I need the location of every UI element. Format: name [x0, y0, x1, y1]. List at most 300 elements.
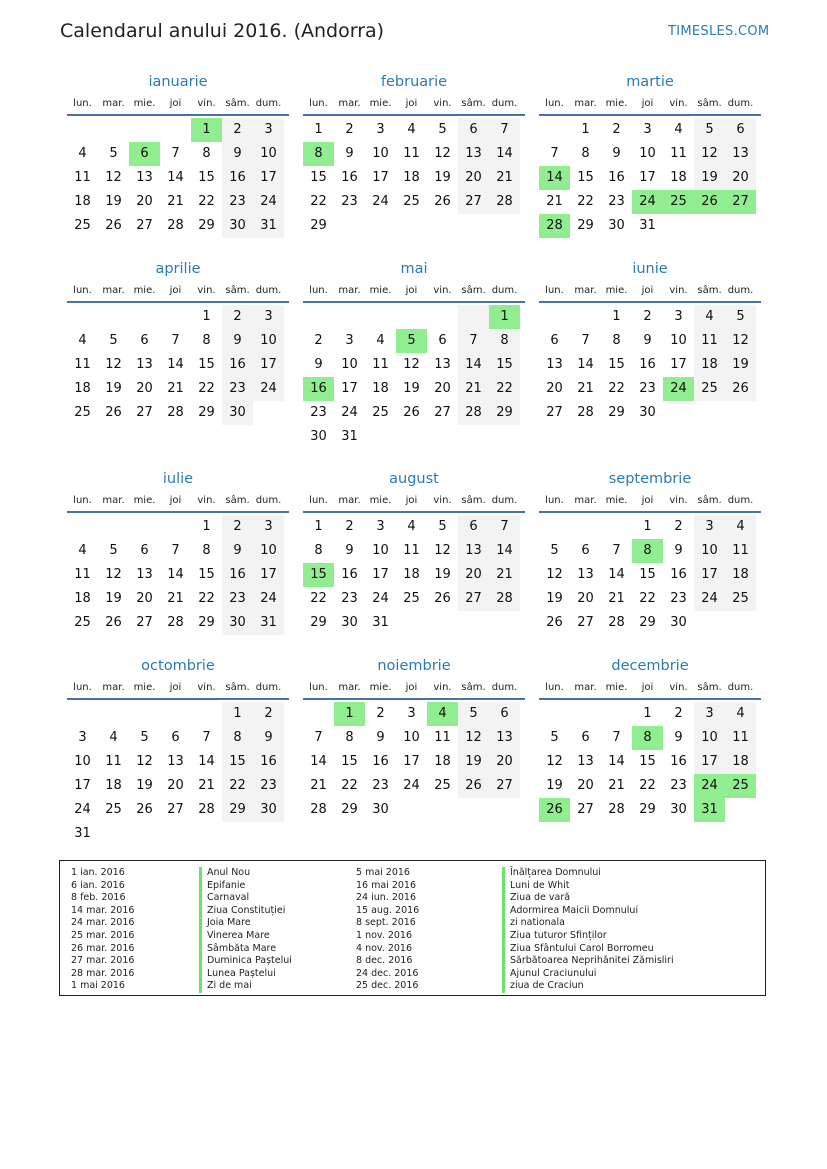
day-cell: 4 [694, 305, 725, 329]
day-cell: 21 [608, 591, 625, 606]
week-row [539, 142, 761, 166]
weekday-label: joi [405, 284, 418, 296]
weekday-label: mie. [133, 494, 156, 506]
day-cell: 2 [222, 118, 253, 142]
day-cell: 17 [639, 170, 656, 185]
month-name: aprilie [155, 261, 201, 277]
day-cell: 26 [403, 405, 420, 420]
weekday-label: joi [641, 284, 654, 296]
day-cell: 19 [546, 591, 563, 606]
holiday-date: 28 mar. 2016 [71, 967, 135, 979]
brand-logo-text[interactable]: TIMESLES.COM [668, 24, 770, 39]
day-cell: 26 [458, 774, 489, 798]
day-cell: 29 [639, 802, 656, 817]
empty-cell [334, 305, 365, 329]
holiday-day-cell: 24 [632, 190, 663, 214]
day-cell: 4 [376, 333, 385, 348]
week-row [67, 329, 289, 353]
holiday-name: zi nationala [502, 917, 674, 930]
day-cell: 29 [489, 401, 520, 425]
month-iunie [539, 259, 761, 425]
day-cell: 5 [550, 730, 559, 745]
day-cell: 9 [314, 357, 323, 372]
day-cell: 7 [171, 333, 180, 348]
day-cell: 19 [434, 170, 451, 185]
day-cell: 8 [202, 543, 211, 558]
empty-cell [396, 425, 427, 449]
weekday-header-row [67, 92, 289, 114]
day-cell: 25 [403, 591, 420, 606]
weekday-header-row [303, 279, 525, 301]
day-cell: 28 [167, 615, 184, 630]
holiday-name: Ziua Constituției [199, 905, 292, 918]
day-cell: 5 [140, 730, 149, 745]
empty-cell [191, 822, 222, 846]
day-cell: 20 [136, 194, 153, 209]
day-cell: 15 [341, 754, 358, 769]
day-cell: 8 [345, 730, 354, 745]
empty-cell [67, 305, 98, 329]
weekday-label: joi [641, 681, 654, 693]
day-cell: 18 [74, 194, 91, 209]
week-row [67, 214, 289, 238]
day-cell: 30 [608, 218, 625, 233]
day-cell: 10 [372, 543, 389, 558]
empty-cell [253, 822, 284, 846]
day-cell: 14 [489, 539, 520, 563]
holiday-day-cell: 26 [694, 190, 725, 214]
day-cell: 7 [314, 730, 323, 745]
week-row [67, 750, 289, 774]
empty-cell [129, 118, 160, 142]
weekday-header-row [303, 676, 525, 698]
week-row [67, 118, 289, 142]
day-cell: 30 [341, 615, 358, 630]
day-cell: 11 [403, 146, 420, 161]
weekday-label: joi [169, 494, 182, 506]
day-cell: 27 [489, 774, 520, 798]
empty-cell [427, 214, 458, 238]
day-cell: 11 [670, 146, 687, 161]
header-divider [67, 511, 289, 513]
day-cell: 27 [136, 405, 153, 420]
day-cell: 24 [253, 377, 284, 401]
header-divider [303, 114, 525, 116]
holiday-day-cell: 1 [191, 118, 222, 142]
week-row [67, 563, 289, 587]
day-cell: 21 [167, 591, 184, 606]
weekday-label: sâm. [225, 681, 250, 693]
empty-cell [694, 401, 725, 425]
day-cell: 20 [489, 750, 520, 774]
day-cell: 18 [725, 750, 756, 774]
weekday-label: mar. [574, 97, 597, 109]
day-cell: 27 [136, 218, 153, 233]
day-cell: 9 [345, 146, 354, 161]
weekday-label: mie. [605, 494, 628, 506]
holiday-date: 27 mar. 2016 [71, 955, 135, 967]
day-cell: 29 [608, 405, 625, 420]
day-cell: 25 [74, 218, 91, 233]
week-row [303, 329, 525, 353]
day-cell: 2 [674, 519, 683, 534]
day-cell: 2 [222, 305, 253, 329]
empty-cell [191, 702, 222, 726]
holiday-name: Ziua de vară [502, 892, 674, 905]
holiday-date: 24 mar. 2016 [71, 917, 135, 929]
holiday-date: 8 sept. 2016 [356, 917, 416, 929]
day-cell: 3 [78, 730, 87, 745]
day-cell: 30 [222, 611, 253, 635]
day-cell: 5 [694, 118, 725, 142]
day-cell: 15 [198, 567, 215, 582]
day-cell: 22 [198, 381, 215, 396]
week-row [303, 563, 525, 587]
holiday-date: 25 mar. 2016 [71, 929, 135, 941]
day-cell: 14 [608, 754, 625, 769]
week-row [67, 822, 289, 846]
header-divider [303, 511, 525, 513]
weekday-label: lun. [545, 681, 564, 693]
empty-cell [725, 401, 756, 425]
weekday-label: vin. [433, 681, 452, 693]
weekday-header-row [67, 279, 289, 301]
weekday-label: joi [405, 97, 418, 109]
day-cell: 31 [372, 615, 389, 630]
day-cell: 26 [136, 802, 153, 817]
day-cell: 20 [458, 166, 489, 190]
empty-cell [160, 515, 191, 539]
day-cell: 31 [639, 218, 656, 233]
month-name: februarie [380, 74, 448, 90]
day-cell: 9 [222, 329, 253, 353]
day-cell: 15 [489, 353, 520, 377]
day-cell: 5 [458, 702, 489, 726]
week-row [539, 563, 761, 587]
holiday-date: 5 mai 2016 [356, 867, 410, 878]
day-cell: 22 [310, 194, 327, 209]
day-cell: 10 [639, 146, 656, 161]
day-cell: 12 [105, 567, 122, 582]
day-cell: 13 [546, 357, 563, 372]
day-cell: 20 [434, 381, 451, 396]
holiday-legend [59, 860, 766, 996]
empty-cell [303, 702, 334, 726]
weekday-label: mie. [369, 97, 392, 109]
month-martie [539, 72, 761, 238]
day-cell: 11 [725, 726, 756, 750]
empty-cell [427, 611, 458, 635]
month-mai [303, 259, 525, 449]
holiday-date: 15 aug. 2016 [356, 904, 420, 916]
day-cell: 18 [403, 567, 420, 582]
day-cell: 1 [314, 122, 323, 137]
day-cell: 19 [105, 381, 122, 396]
weekday-label: sâm. [461, 97, 486, 109]
weekday-label: mie. [605, 284, 628, 296]
day-cell: 21 [608, 778, 625, 793]
weekday-label: lun. [73, 681, 92, 693]
day-cell: 6 [458, 118, 489, 142]
day-cell: 9 [345, 543, 354, 558]
weekday-label: vin. [197, 681, 216, 693]
empty-cell [396, 305, 427, 329]
day-cell: 28 [458, 401, 489, 425]
day-cell: 17 [372, 170, 389, 185]
day-cell: 10 [253, 142, 284, 166]
weekday-label: lun. [309, 97, 328, 109]
day-cell: 19 [434, 567, 451, 582]
header-divider [303, 301, 525, 303]
empty-cell [570, 515, 601, 539]
empty-cell [458, 214, 489, 238]
holiday-date: 24 dec. 2016 [356, 967, 419, 979]
holiday-name: Luni de Whit [502, 880, 674, 893]
day-cell: 9 [222, 142, 253, 166]
month-august [303, 469, 525, 635]
day-cell: 15 [639, 567, 656, 582]
week-row [539, 329, 761, 353]
empty-cell [98, 305, 129, 329]
empty-cell [67, 515, 98, 539]
header-divider [67, 114, 289, 116]
day-cell: 24 [341, 405, 358, 420]
weekday-label: dum. [255, 681, 282, 693]
weekday-label: mar. [338, 284, 361, 296]
day-cell: 14 [310, 754, 327, 769]
empty-cell [694, 611, 725, 635]
day-cell: 19 [105, 591, 122, 606]
weekday-label: sâm. [461, 681, 486, 693]
day-cell: 1 [643, 706, 652, 721]
week-row [67, 377, 289, 401]
day-cell: 15 [198, 170, 215, 185]
day-cell: 30 [670, 615, 687, 630]
day-cell: 3 [376, 122, 385, 137]
day-cell: 23 [310, 405, 327, 420]
holiday-day-cell: 24 [663, 377, 694, 401]
day-cell: 1 [314, 519, 323, 534]
week-row [539, 587, 761, 611]
empty-cell [601, 702, 632, 726]
header-divider [539, 114, 761, 116]
month-noiembrie [303, 656, 525, 822]
day-cell: 13 [434, 357, 451, 372]
week-row [303, 377, 525, 401]
weekday-label: mie. [133, 681, 156, 693]
day-cell: 17 [253, 563, 284, 587]
day-cell: 3 [253, 118, 284, 142]
day-cell: 24 [253, 190, 284, 214]
day-cell: 16 [670, 567, 687, 582]
day-cell: 14 [458, 353, 489, 377]
holiday-date: 25 dec. 2016 [356, 980, 419, 992]
weekday-label: mar. [102, 284, 125, 296]
day-cell: 2 [643, 309, 652, 324]
day-cell: 27 [167, 802, 184, 817]
weekday-label: mar. [102, 681, 125, 693]
day-cell: 17 [403, 754, 420, 769]
day-cell: 6 [550, 333, 559, 348]
holiday-name: Duminica Paștelui [199, 955, 292, 968]
week-row [67, 611, 289, 635]
holiday-name: Înălțarea Domnului [502, 867, 674, 880]
day-cell: 17 [670, 357, 687, 372]
day-cell: 12 [434, 543, 451, 558]
empty-cell [67, 118, 98, 142]
week-row [303, 587, 525, 611]
week-row [539, 611, 761, 635]
day-cell: 28 [198, 802, 215, 817]
day-cell: 4 [674, 122, 683, 137]
holiday-date: 26 mar. 2016 [71, 942, 135, 954]
empty-cell [129, 702, 160, 726]
day-cell: 29 [341, 802, 358, 817]
day-cell: 25 [74, 615, 91, 630]
week-row [539, 305, 761, 329]
day-cell: 6 [438, 333, 447, 348]
day-cell: 22 [577, 194, 594, 209]
day-cell: 7 [489, 515, 520, 539]
empty-cell [129, 515, 160, 539]
day-cell: 6 [489, 702, 520, 726]
day-cell: 11 [725, 539, 756, 563]
empty-cell [98, 822, 129, 846]
empty-cell [427, 798, 458, 822]
day-cell: 23 [608, 194, 625, 209]
day-cell: 21 [198, 778, 215, 793]
day-cell: 9 [376, 730, 385, 745]
empty-cell [458, 305, 489, 329]
weekday-label: dum. [255, 494, 282, 506]
day-cell: 18 [725, 563, 756, 587]
day-cell: 3 [643, 122, 652, 137]
empty-cell [160, 305, 191, 329]
day-cell: 10 [694, 726, 725, 750]
weekday-label: joi [405, 681, 418, 693]
day-cell: 17 [372, 567, 389, 582]
empty-cell [539, 118, 570, 142]
day-cell: 29 [577, 218, 594, 233]
empty-cell [458, 611, 489, 635]
day-cell: 30 [310, 429, 327, 444]
weekday-label: vin. [669, 284, 688, 296]
weekday-header-row [303, 92, 525, 114]
weekday-label: sâm. [461, 284, 486, 296]
day-cell: 20 [136, 591, 153, 606]
holiday-name: Anul Nou [199, 867, 292, 880]
day-cell: 28 [608, 615, 625, 630]
holiday-dates-column-1 [71, 867, 134, 993]
day-cell: 23 [670, 778, 687, 793]
day-cell: 11 [694, 329, 725, 353]
day-cell: 21 [167, 381, 184, 396]
holiday-day-cell: 24 [694, 774, 725, 798]
month-name: martie [626, 74, 674, 90]
day-cell: 14 [167, 170, 184, 185]
weekday-label: vin. [197, 284, 216, 296]
week-row [67, 190, 289, 214]
weekday-label: vin. [669, 97, 688, 109]
week-row [303, 750, 525, 774]
header-divider [67, 301, 289, 303]
day-cell: 23 [222, 587, 253, 611]
day-cell: 19 [136, 778, 153, 793]
day-cell: 12 [434, 146, 451, 161]
day-cell: 17 [694, 750, 725, 774]
day-cell: 20 [577, 591, 594, 606]
weekday-label: dum. [491, 494, 518, 506]
day-cell: 24 [74, 802, 91, 817]
week-row [303, 702, 525, 726]
day-cell: 26 [105, 615, 122, 630]
day-cell: 29 [198, 218, 215, 233]
month-name: noiembrie [377, 658, 451, 674]
day-cell: 8 [314, 543, 323, 558]
day-cell: 21 [458, 377, 489, 401]
day-cell: 9 [253, 726, 284, 750]
weekday-label: lun. [309, 681, 328, 693]
day-cell: 22 [198, 591, 215, 606]
month-ianuarie [67, 72, 289, 238]
month-name: septembrie [608, 471, 692, 487]
empty-cell [396, 611, 427, 635]
week-row [303, 305, 525, 329]
weekday-header-row [539, 489, 761, 511]
week-row [303, 118, 525, 142]
holiday-date: 1 nov. 2016 [356, 929, 412, 941]
day-cell: 20 [546, 381, 563, 396]
day-cell: 13 [167, 754, 184, 769]
day-cell: 17 [694, 563, 725, 587]
day-cell: 18 [372, 381, 389, 396]
header-divider [539, 698, 761, 700]
day-cell: 29 [198, 615, 215, 630]
weekday-label: mar. [574, 494, 597, 506]
day-cell: 8 [489, 329, 520, 353]
day-cell: 12 [546, 567, 563, 582]
empty-cell [365, 214, 396, 238]
empty-cell [663, 401, 694, 425]
day-cell: 7 [550, 146, 559, 161]
day-cell: 20 [167, 778, 184, 793]
day-cell: 14 [198, 754, 215, 769]
day-cell: 11 [74, 567, 91, 582]
weekday-label: mar. [338, 494, 361, 506]
day-cell: 23 [222, 190, 253, 214]
weekday-label: dum. [491, 681, 518, 693]
empty-cell [253, 401, 284, 425]
day-cell: 7 [612, 730, 621, 745]
week-row [539, 726, 761, 750]
month-decembrie [539, 656, 761, 822]
day-cell: 14 [608, 567, 625, 582]
day-cell: 16 [222, 563, 253, 587]
holiday-day-cell: 25 [663, 190, 694, 214]
day-cell: 23 [639, 381, 656, 396]
day-cell: 30 [222, 401, 253, 425]
header-divider [303, 698, 525, 700]
day-cell: 2 [376, 706, 385, 721]
day-cell: 12 [694, 142, 725, 166]
day-cell: 12 [546, 754, 563, 769]
empty-cell [489, 214, 520, 238]
day-cell: 7 [171, 543, 180, 558]
empty-cell [725, 611, 756, 635]
day-cell: 1 [202, 309, 211, 324]
day-cell: 30 [639, 405, 656, 420]
day-cell: 10 [670, 333, 687, 348]
